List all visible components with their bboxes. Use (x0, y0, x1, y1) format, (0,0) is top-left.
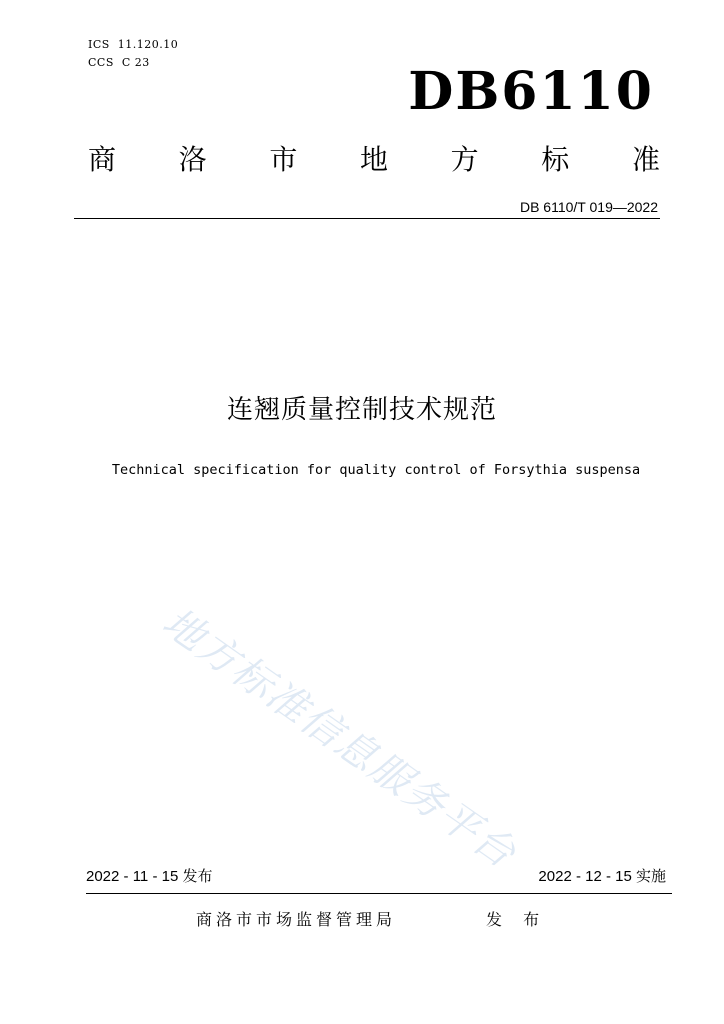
issuing-authority: 商洛市市场监督管理局 (196, 910, 397, 929)
standard-code: DB6110 (408, 61, 654, 122)
standard-type-char: 地 (359, 143, 388, 176)
ics-code: ICS 11.120.10 (88, 38, 179, 51)
classification-codes (88, 36, 178, 72)
standard-type-char: 市 (269, 143, 298, 176)
standard-type-title (88, 140, 660, 180)
ccs-code: CCS C 23 (88, 56, 150, 69)
standard-type-char: 方 (450, 143, 479, 176)
watermark-text: 地方标准信息服务平台 (154, 599, 525, 878)
standard-type-char: 洛 (178, 143, 207, 176)
standard-type-char: 准 (631, 143, 660, 176)
document-title-english: Technical specification for quality control of Forsythia suspensa (111, 462, 641, 478)
standard-type-char: 标 (541, 143, 570, 176)
publish-label: 发 布 (486, 910, 548, 929)
footer-divider (86, 893, 672, 894)
header-divider (74, 218, 660, 219)
standard-type-char: 商 (88, 143, 117, 176)
document-title-chinese: 连翘质量控制技术规范 (226, 395, 497, 425)
release-date: 2022 - 11 - 15 发布 (86, 868, 213, 885)
watermark (155, 600, 541, 888)
implementation-date: 2022 - 12 - 15 实施 (538, 868, 666, 885)
standard-number: DB 6110/T 019—2022 (519, 199, 658, 215)
